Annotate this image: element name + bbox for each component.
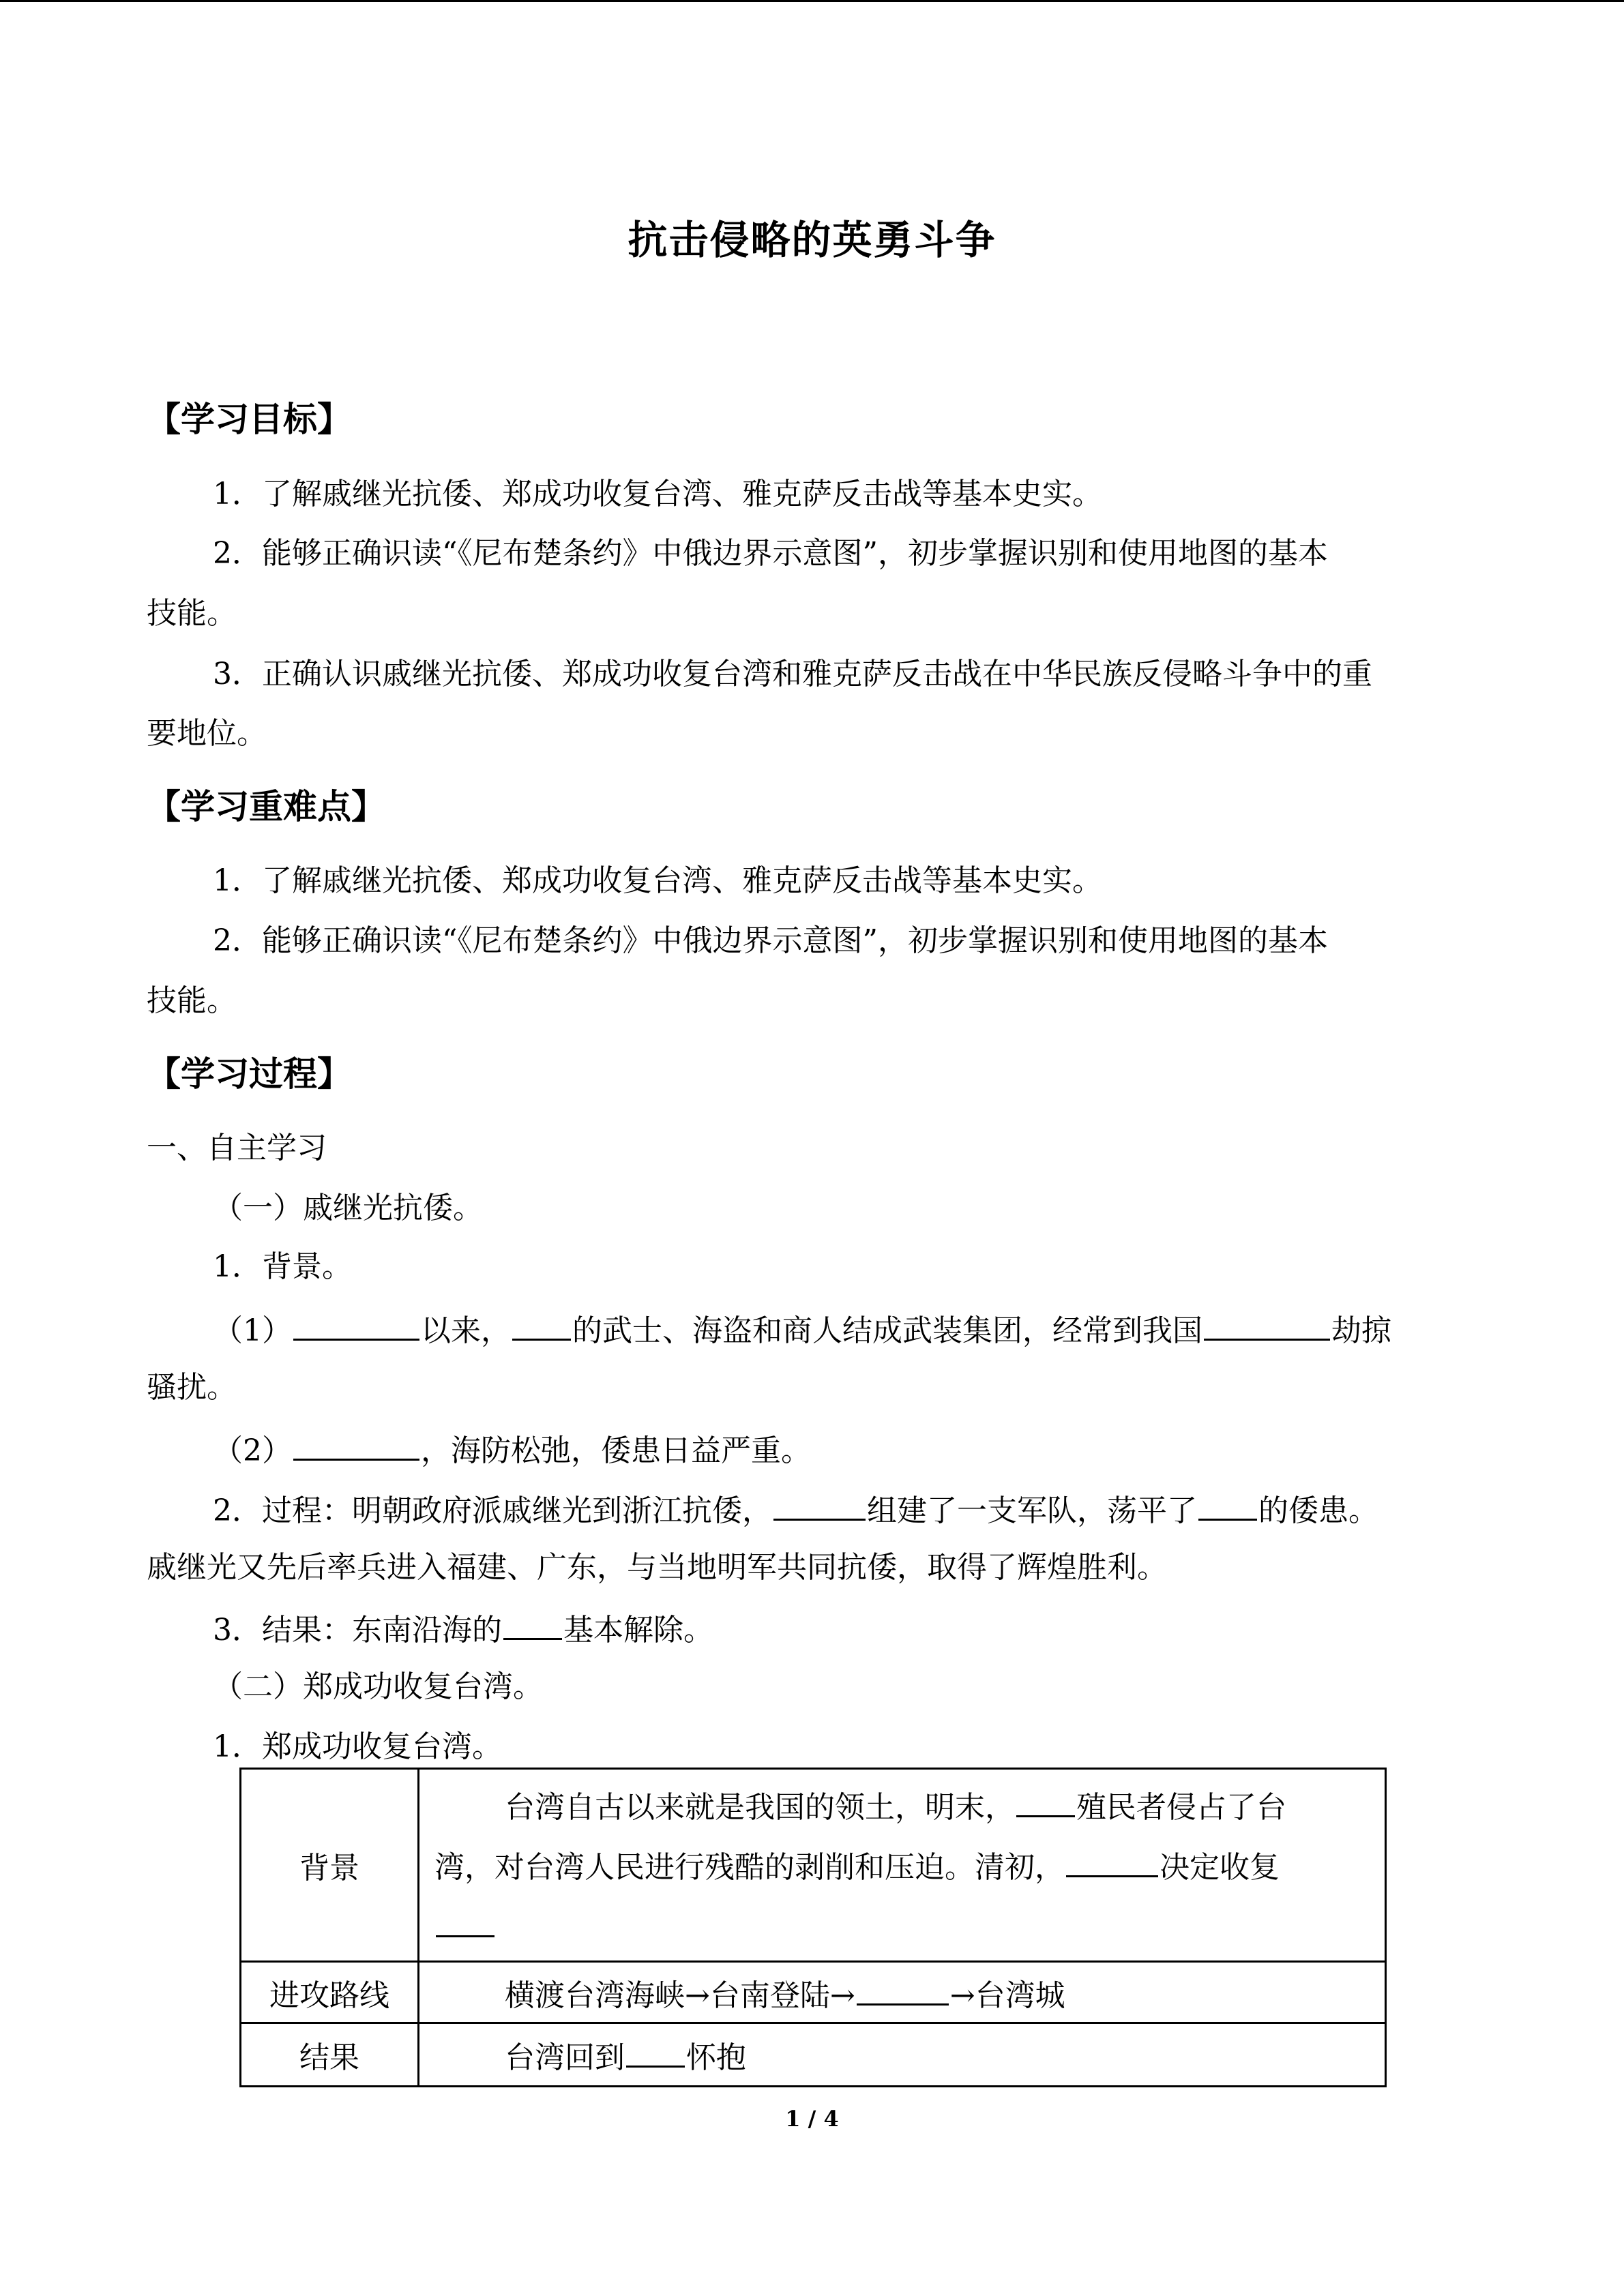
background-item-1 (147, 1313, 1539, 1346)
bg1-text-d: 劫掠 (1331, 1313, 1391, 1348)
bg-cell-text-b: 殖民者侵占了台 (1076, 1790, 1286, 1825)
fill-blank[interactable] (1198, 1493, 1257, 1521)
subsection-2-title: （二）郑成功收复台湾。 (213, 1669, 543, 1704)
res-text-a: 3．结果：东南沿海的 (213, 1613, 502, 1648)
key-point-item-1: 1．了解戚继光抗倭、郑成功收复台湾、雅克萨反击战等基本史实。 (213, 863, 1102, 898)
bg2-text-b: ，海防松弛，倭患日益严重。 (421, 1433, 811, 1468)
bg1-text-a: （1） (213, 1313, 292, 1348)
fill-blank[interactable] (773, 1493, 866, 1521)
subsection-1-title: （一）戚继光抗倭。 (213, 1191, 483, 1225)
row-content-background (419, 1769, 1386, 1962)
process-heading: 【学习过程】 (147, 1054, 351, 1094)
background-title: 1．背景。 (213, 1249, 352, 1284)
row-content-result (419, 2023, 1386, 2087)
row-label-background: 背景 (241, 1769, 419, 1962)
background-item-2 (147, 1433, 1539, 1466)
result-text-b: 怀抱 (686, 2040, 746, 2075)
fill-blank[interactable] (436, 1915, 494, 1937)
zheng-title: 1．郑成功收复台湾。 (213, 1729, 502, 1764)
fill-blank[interactable] (503, 1612, 562, 1640)
result-text-a: 台湾回到 (505, 2040, 625, 2075)
goal-item-2-cont: 技能。 (147, 596, 237, 631)
row-label-route: 进攻路线 (241, 1962, 419, 2023)
bg-cell-text-c: 湾，对台湾人民进行残酷的剥削和压迫。清初， (434, 1850, 1065, 1885)
fill-blank[interactable] (857, 1978, 949, 2006)
bg1-text-c: 的武士、海盗和商人结成武装集团，经常到我国 (572, 1313, 1202, 1348)
res-text-b: 基本解除。 (563, 1613, 713, 1648)
table-row (241, 1769, 1386, 1962)
fill-blank[interactable] (1204, 1313, 1330, 1341)
goals-heading: 【学习目标】 (147, 400, 351, 439)
page-number: 1 / 4 (785, 2106, 839, 2132)
key-point-item-2: 2．能够正确识读“《尼布楚条约》中俄边界示意图”，初步掌握识别和使用地图的基本 (213, 923, 1328, 958)
proc-text-a: 2．过程：明朝政府派戚继光到浙江抗倭， (213, 1493, 772, 1528)
fill-blank[interactable] (1016, 1789, 1075, 1817)
part-1-title: 一、自主学习 (147, 1131, 327, 1165)
fill-blank[interactable] (626, 2040, 685, 2068)
fill-blank[interactable] (293, 1313, 419, 1341)
goal-item-2: 2．能够正确识读“《尼布楚条约》中俄边界示意图”，初步掌握识别和使用地图的基本 (213, 536, 1328, 571)
goal-item-3: 3．正确认识戚继光抗倭、郑成功收复台湾和雅克萨反击战在中华民族反侵略斗争中的重 (213, 657, 1372, 691)
process-item (147, 1493, 1539, 1526)
key-points-heading: 【学习重难点】 (147, 787, 385, 826)
background-item-1-cont: 骚扰。 (147, 1370, 237, 1405)
goal-item-3-cont: 要地位。 (147, 716, 267, 751)
bg-cell-text-d: 决定收复 (1160, 1850, 1280, 1885)
bg1-text-b: 以来， (421, 1313, 511, 1348)
table-row (241, 1962, 1386, 2023)
table-row (241, 2023, 1386, 2087)
goal-item-1: 1．了解戚继光抗倭、郑成功收复台湾、雅克萨反击战等基本史实。 (213, 477, 1102, 511)
page-title: 抗击侵略的英勇斗争 (628, 217, 996, 263)
bg2-text-a: （2） (213, 1433, 292, 1468)
route-text-b: →台湾城 (949, 1978, 1065, 2013)
zheng-table (239, 1768, 1387, 2087)
route-text-a: 横渡台湾海峡→台南登陆→ (505, 1978, 855, 2013)
process-item-cont: 戚继光又先后率兵进入福建、广东，与当地明军共同抗倭，取得了辉煌胜利。 (147, 1550, 1167, 1585)
row-label-result: 结果 (241, 2023, 419, 2087)
row-content-route (419, 1962, 1386, 2023)
proc-text-b: 组建了一支军队，荡平了 (867, 1493, 1197, 1528)
proc-text-c: 的倭患。 (1258, 1493, 1378, 1528)
fill-blank[interactable] (293, 1433, 419, 1461)
result-item (147, 1612, 1539, 1648)
fill-blank[interactable] (1066, 1849, 1158, 1877)
bg-cell-text-a: 台湾自古以来就是我国的领土，明末， (505, 1790, 1015, 1825)
fill-blank[interactable] (512, 1313, 571, 1341)
key-point-item-2-cont: 技能。 (147, 983, 237, 1018)
